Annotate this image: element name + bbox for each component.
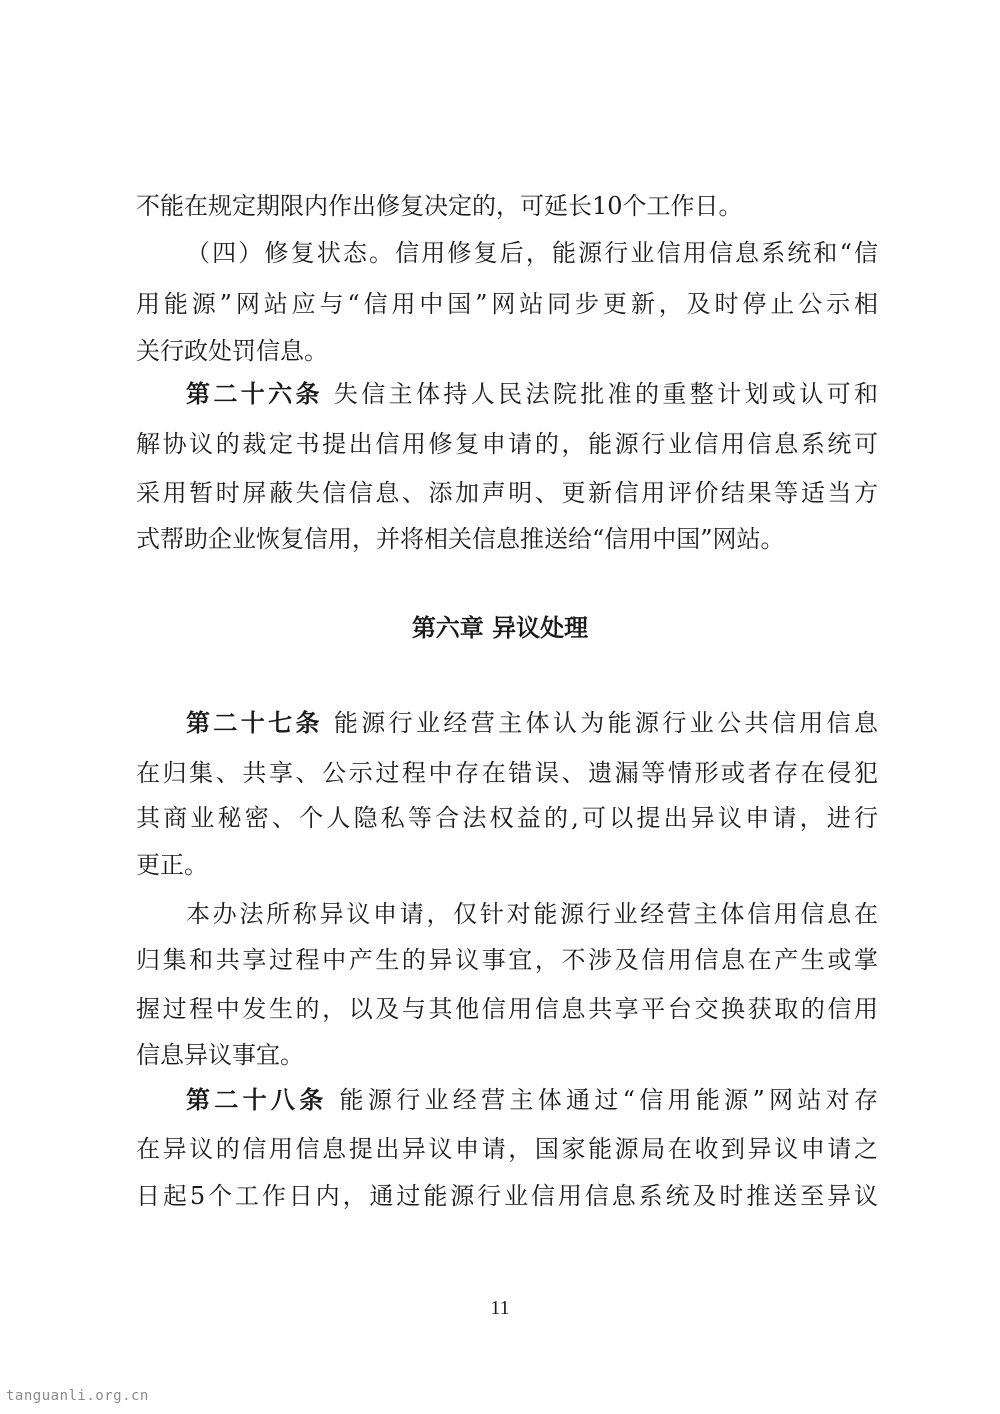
paragraph-line: 采用暂时屏蔽失信信息、添加声明、更新信用评价结果等适当方 <box>136 479 878 507</box>
paragraph-line: 归集和共享过程中产生的异议事宜，不涉及信用信息在产生或掌 <box>136 946 878 974</box>
paragraph-line: 不能在规定期限内作出修复决定的，可延长10个工作日。 <box>136 192 743 220</box>
paragraph-line: 本办法所称异议申请，仅针对能源行业经营主体信用信息在 <box>186 900 878 928</box>
watermark-text: tanguanli.org.cn <box>6 1388 149 1404</box>
article-text: 失信主体持人民法院批准的重整计划或认可和 <box>333 380 879 408</box>
paragraph-line: 在归集、共享、公示过程中存在错误、遗漏等情形或者存在侵犯 <box>136 759 878 787</box>
paragraph-line: 用能源”网站应与“信用中国”网站同步更新，及时停止公示相 <box>136 290 878 318</box>
paragraph-line: 握过程中发生的，以及与其他信用信息共享平台交换获取的信用 <box>136 995 878 1023</box>
paragraph-line: 信息异议事宜。 <box>136 1041 304 1069</box>
paragraph-line: 关行政处罚信息。 <box>136 337 328 365</box>
paragraph-line: 其商业秘密、个人隐私等合法权益的,可以提出异议申请，进行 <box>136 804 878 832</box>
paragraph-line: 日起5个工作日内，通过能源行业信用信息系统及时推送至异议 <box>136 1182 878 1210</box>
article-first-line <box>186 707 878 739</box>
article-first-line <box>186 1084 878 1116</box>
paragraph-line: 式帮助企业恢复信用，并将相关信息推送给“信用中国”网站。 <box>136 525 785 553</box>
page-number: 11 <box>490 1297 510 1319</box>
article-text: 能源行业经营主体通过“信用能源”网站对存 <box>339 1086 878 1114</box>
article-number: 第二十八条 <box>186 1086 328 1114</box>
paragraph-line: 在异议的信用信息提出异议申请，国家能源局在收到异议申请之 <box>136 1135 878 1163</box>
article-text: 能源行业经营主体认为能源行业公共信用信息 <box>333 709 879 737</box>
article-number: 第二十七条 <box>186 709 323 737</box>
paragraph-line: （四）修复状态。信用修复后，能源行业信用信息系统和“信 <box>186 239 878 267</box>
chapter-heading: 第六章 异议处理 <box>411 614 589 642</box>
paragraph-line: 解协议的裁定书提出信用修复申请的，能源行业信用信息系统可 <box>136 430 878 458</box>
paragraph-line: 更正。 <box>136 851 208 879</box>
article-number: 第二十六条 <box>186 380 323 408</box>
article-first-line <box>186 378 878 410</box>
